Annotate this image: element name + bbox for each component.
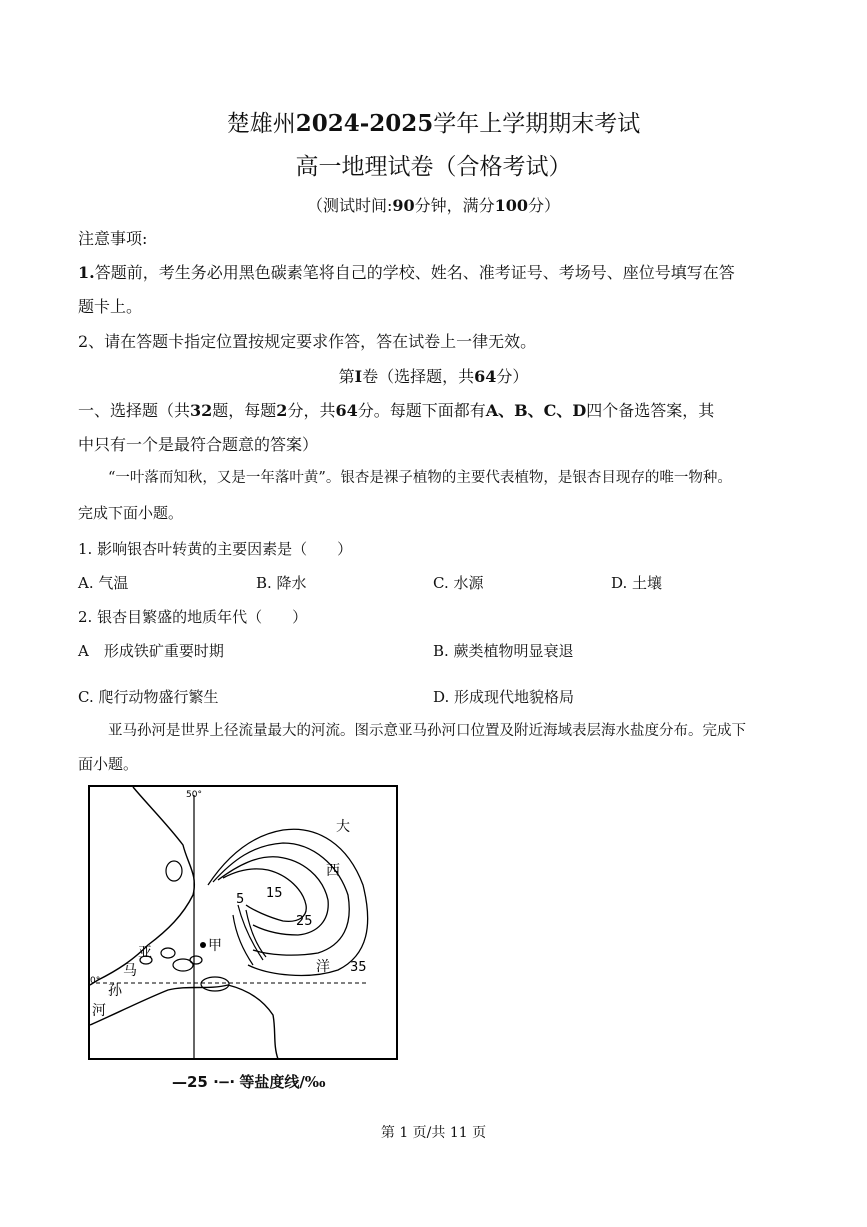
river-label-3: 孙 (108, 983, 122, 999)
question-1-option-c[interactable]: C. 水源 (433, 574, 484, 592)
section-title-part: 卷（选择题，共 (362, 367, 475, 386)
intro-part: 一、选择题（共 (78, 401, 191, 420)
river-label-4: 河 (92, 1003, 106, 1019)
exam-subtitle: 高一地理试卷（合格考试） (295, 154, 572, 180)
map-legend (172, 1071, 326, 1092)
river-label-1: 亚 (138, 945, 152, 961)
river-label-2: 马 (123, 963, 137, 979)
time-note (0, 193, 867, 216)
question-2-option-b[interactable]: B. 蕨类植物明显衰退 (433, 642, 574, 660)
time-value: 90 (392, 196, 415, 215)
legend-value: 25 (187, 1073, 208, 1091)
ocean-label-2: 西 (326, 863, 340, 879)
point-jia-label: 甲 (208, 938, 222, 954)
notice-item-text: 答题前，考生务必用黑色碳素笔将自己的学校、姓名、准考证号、考场号、座位号填写在答 (94, 263, 735, 282)
score-value: 100 (494, 196, 529, 215)
question-2-option-c[interactable]: C. 爬行动物盛行繁生 (78, 688, 219, 706)
exam-title (0, 105, 867, 138)
point-jia-marker (200, 942, 206, 948)
contour-label-5: 5 (236, 892, 245, 907)
passage2-line2: 面小题。 (78, 755, 139, 773)
legend-text: 等盐度线/‰ (239, 1073, 326, 1091)
section-title-part: 第 (338, 367, 355, 386)
ocean-label-3: 洋 (316, 959, 330, 975)
notice-item-1-cont: 题卡上。 (78, 297, 143, 316)
notice-heading: 注意事项: (78, 229, 148, 248)
time-note-part: 分） (528, 196, 561, 215)
page-footer: 第 1 页/共 11 页 (380, 1125, 487, 1141)
time-note-part: 分钟，满分 (414, 196, 495, 215)
notice-item-1 (78, 256, 798, 290)
question-1-option-a[interactable]: A. 气温 (78, 574, 129, 592)
intro-count: 32 (190, 401, 213, 420)
lat-label: 0° (90, 976, 101, 986)
section-number: I (354, 367, 363, 386)
section-intro-line1 (78, 394, 798, 428)
section-title (0, 360, 867, 394)
intro-part: 四个备选答案，其 (586, 401, 715, 420)
intro-points: 2 (276, 401, 288, 420)
legend-line-icon: — (172, 1073, 187, 1091)
notice-item-number: 1. (78, 263, 95, 282)
legend-dash-icon: ·−· (213, 1073, 235, 1091)
title-prefix: 楚雄州 (226, 111, 296, 137)
ocean-label-1: 大 (336, 819, 350, 835)
question-1-stem: 1. 影响银杏叶转黄的主要因素是（ ） (78, 540, 353, 558)
intro-part: 题，每题 (212, 401, 277, 420)
title-suffix: 学年上学期期末考试 (433, 111, 641, 137)
notice-item-2: 2、请在答题卡指定位置按规定要求作答，答在试卷上一律无效。 (78, 332, 537, 351)
question-2-option-a[interactable]: A 形成铁矿重要时期 (78, 642, 224, 660)
amazon-estuary-salinity-map (88, 785, 398, 1060)
contour-label-25: 25 (296, 914, 313, 929)
question-1-option-b[interactable]: B. 降水 (256, 574, 307, 592)
title-years: 2024-2025 (295, 110, 434, 137)
section-title-part: 分） (496, 367, 529, 386)
question-1-option-d[interactable]: D. 土壤 (611, 574, 663, 592)
passage1-line1: “一叶落而知秋，又是一年落叶黄”。银杏是裸子植物的主要代表植物，是银杏目现存的唯一物种。 (108, 470, 732, 486)
intro-total: 64 (335, 401, 358, 420)
question-2-option-d[interactable]: D. 形成现代地貌格局 (433, 688, 575, 706)
question-2-stem: 2. 银杏目繁盛的地质年代（ ） (78, 608, 308, 626)
intro-letters: A、B、C、D (485, 401, 587, 420)
contour-label-35: 35 (350, 960, 367, 975)
intro-part: 分。每题下面都有 (357, 401, 486, 420)
lon-label: 50° (186, 790, 202, 800)
section-score: 64 (474, 367, 497, 386)
contour-label-15: 15 (266, 886, 283, 901)
passage1-line2: 完成下面小题。 (78, 504, 184, 522)
section-intro-line2: 中只有一个是最符合题意的答案） (78, 435, 319, 454)
time-note-part: （测试时间: (306, 196, 393, 215)
intro-part: 分，共 (287, 401, 336, 420)
passage2-line1: 亚马孙河是世界上径流量最大的河流。图示意亚马孙河口位置及附近海域表层海水盐度分布。完成下 (108, 723, 746, 739)
